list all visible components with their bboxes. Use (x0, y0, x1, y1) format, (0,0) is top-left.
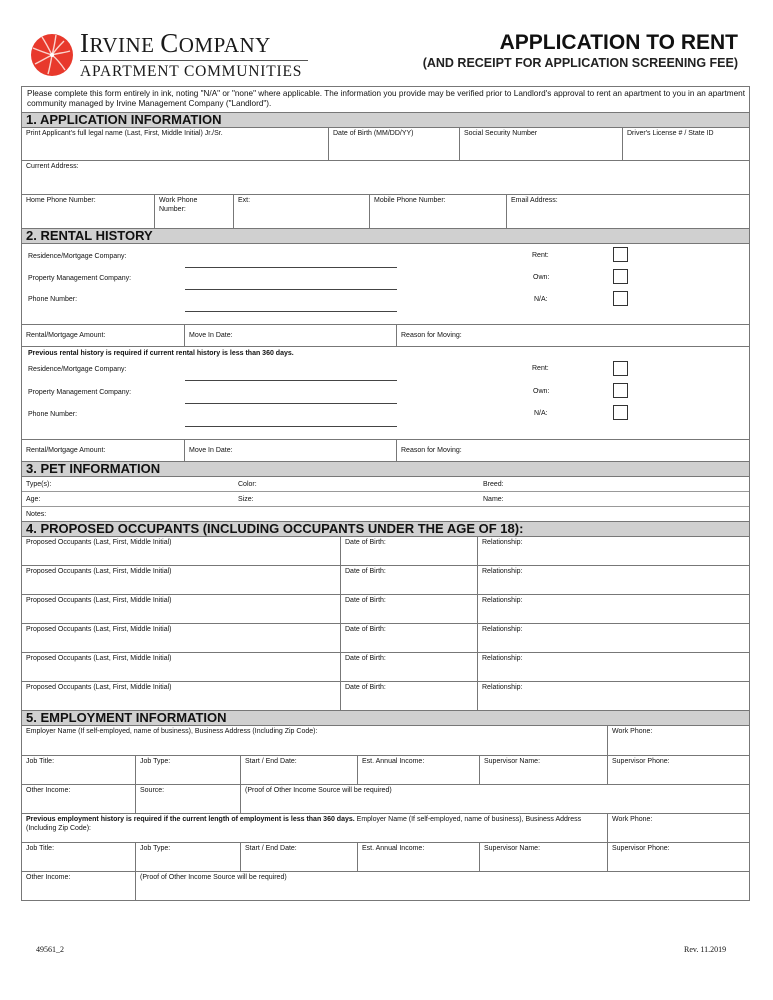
job-title-field[interactable]: Job Title: (22, 756, 136, 784)
section-application-information: 1. APPLICATION INFORMATION (22, 113, 749, 128)
occupant-row (22, 537, 749, 566)
supervisor-phone-field[interactable]: Supervisor Phone: (612, 758, 670, 765)
prev-phone-input[interactable] (185, 426, 397, 427)
sunburst-logo-icon (30, 33, 74, 77)
rent-checkbox[interactable] (613, 247, 628, 262)
pm-company-label: Property Management Company: (28, 275, 132, 282)
prev-proof-note[interactable]: (Proof of Other Income Source will be required) (140, 874, 287, 881)
section-proposed-occupants: 4. PROPOSED OCCUPANTS (INCLUDING OCCUPANTS UNDER THE AGE OF 18): (22, 522, 749, 537)
start-end-date-field[interactable]: Start / End Date: (241, 756, 358, 784)
pet-type-field[interactable]: Type(s): (26, 481, 52, 488)
prev-job-type-field[interactable]: Job Type: (136, 843, 241, 871)
other-income-row (22, 785, 749, 814)
prev-residence-input[interactable] (185, 380, 397, 381)
occupant-relationship-field[interactable]: Relationship: (482, 539, 523, 546)
pet-color-field[interactable]: Color: (238, 481, 257, 488)
prev-annual-income-field[interactable]: Est. Annual Income: (358, 843, 480, 871)
occupant-dob-field[interactable]: Date of Birth: (341, 682, 478, 710)
prev-own-label: Own: (533, 388, 550, 395)
annual-income-field[interactable]: Est. Annual Income: (358, 756, 480, 784)
na-checkbox[interactable] (613, 291, 628, 306)
ssn-field[interactable]: Social Security Number (460, 128, 623, 160)
own-checkbox[interactable] (613, 269, 628, 284)
current-rental-block (22, 244, 749, 325)
pet-age-field[interactable]: Age: (26, 496, 41, 503)
prev-employer-row (22, 814, 749, 843)
prev-na-label: N/A: (534, 410, 548, 417)
prev-rental-amount-row (22, 440, 749, 462)
rental-amount-field[interactable]: Rental/Mortgage Amount: (22, 325, 185, 346)
reason-for-moving-field[interactable]: Reason for Moving: (401, 332, 462, 339)
section-employment-information: 5. EMPLOYMENT INFORMATION (22, 711, 749, 726)
prev-supervisor-name-field[interactable]: Supervisor Name: (480, 843, 608, 871)
other-income-field[interactable]: Other Income: (22, 785, 136, 813)
occupant-row (22, 682, 749, 711)
prev-work-phone-field[interactable]: Work Phone: (612, 816, 653, 823)
occupant-relationship-field[interactable]: Relationship: (482, 655, 523, 662)
form-id: 49561_2 (36, 945, 64, 954)
phone-row (22, 195, 749, 229)
prev-pm-company-label: Property Management Company: (28, 389, 132, 396)
brand-divider (80, 60, 308, 61)
occupant-relationship-field[interactable]: Relationship: (482, 597, 523, 604)
occupant-name-field[interactable]: Proposed Occupants (Last, First, Middle Initial) (22, 566, 341, 594)
supervisor-name-field[interactable]: Supervisor Name: (480, 756, 608, 784)
home-phone-field[interactable]: Home Phone Number: (22, 195, 155, 228)
pet-notes-field[interactable]: Notes: (26, 511, 47, 518)
brand-tagline: APARTMENT COMMUNITIES (80, 63, 303, 80)
occupant-dob-field[interactable]: Date of Birth: (341, 566, 478, 594)
prev-move-in-date-field[interactable]: Move In Date: (185, 440, 397, 461)
previous-rental-note: Previous rental history is required if current rental history is less than 360 days. (28, 350, 294, 357)
section-rental-history: 2. RENTAL HISTORY (22, 229, 749, 244)
occupant-name-field[interactable]: Proposed Occupants (Last, First, Middle Initial) (22, 653, 341, 681)
job-type-field[interactable]: Job Type: (136, 756, 241, 784)
occupant-dob-field[interactable]: Date of Birth: (341, 624, 478, 652)
occupant-row (22, 624, 749, 653)
employer-field[interactable]: Employer Name (If self-employed, name of business), Business Address (Including Zip Code): (22, 726, 608, 755)
occupant-name-field[interactable]: Proposed Occupants (Last, First, Middle Initial) (22, 595, 341, 623)
income-source-field[interactable]: Source: (136, 785, 241, 813)
occupant-relationship-field[interactable]: Relationship: (482, 684, 523, 691)
applicant-row (22, 128, 749, 161)
occupants-table (22, 537, 749, 711)
drivers-license-field[interactable]: Driver's License # / State ID (627, 130, 714, 137)
na-label: N/A: (534, 296, 548, 303)
job-row (22, 756, 749, 785)
work-phone-field[interactable]: Work Phone Number: (155, 195, 234, 228)
pet-row-1 (22, 477, 749, 492)
prev-employer-field[interactable]: Previous employment history is required if the current length of employment is less than 360 days. Employer Name (If self-employed, name of business), Business Address (Including Zip Code): (22, 814, 608, 842)
current-address-field[interactable]: Current Address: (26, 163, 79, 170)
prev-rent-label: Rent: (532, 365, 549, 372)
occupant-name-field[interactable]: Proposed Occupants (Last, First, Middle Initial) (22, 624, 341, 652)
occupant-relationship-field[interactable]: Relationship: (482, 568, 523, 575)
pet-size-field[interactable]: Size: (238, 496, 254, 503)
page-subtitle: (AND RECEIPT FOR APPLICATION SCREENING FEE) (422, 56, 738, 70)
proof-note[interactable]: (Proof of Other Income Source will be required) (245, 787, 392, 794)
phone-input[interactable] (185, 311, 397, 312)
occupant-name-field[interactable]: Proposed Occupants (Last, First, Middle Initial) (22, 682, 341, 710)
rental-amount-row (22, 325, 749, 347)
prev-na-checkbox[interactable] (613, 405, 628, 420)
full-name-field[interactable]: Print Applicant's full legal name (Last, First, Middle Initial) Jr./Sr. (22, 128, 329, 160)
work-phone-field-emp[interactable]: Work Phone: (612, 728, 653, 735)
prev-reason-for-moving-field[interactable]: Reason for Moving: (401, 447, 462, 454)
section-pet-information: 3. PET INFORMATION (22, 462, 749, 477)
pet-breed-field[interactable]: Breed: (483, 481, 504, 488)
revision-date: Rev. 11.2019 (684, 945, 727, 954)
email-field[interactable]: Email Address: (511, 197, 558, 204)
occupant-row (22, 653, 749, 682)
prev-start-end-date-field[interactable]: Start / End Date: (241, 843, 358, 871)
occupant-relationship-field[interactable]: Relationship: (482, 626, 523, 633)
occupant-dob-field[interactable]: Date of Birth: (341, 537, 478, 565)
occupant-dob-field[interactable]: Date of Birth: (341, 653, 478, 681)
prev-job-row (22, 843, 749, 872)
ext-field[interactable]: Ext: (234, 195, 370, 228)
prev-own-checkbox[interactable] (613, 383, 628, 398)
pet-row-3 (22, 507, 749, 522)
prev-residence-label: Residence/Mortgage Company: (28, 366, 127, 373)
intro-text: Please complete this form entirely in ink, noting "N/A" or "none" where applicable. The information you provide may be verified prior to Landlord's approval to rent an apartment to you in an apartment community managed by Irvine Management Company ("Landlord"). (22, 87, 749, 113)
prev-phone-label: Phone Number: (28, 411, 78, 418)
prev-other-income-field[interactable]: Other Income: (22, 872, 136, 900)
residence-input[interactable] (185, 267, 397, 268)
address-row (22, 161, 749, 195)
mobile-phone-field[interactable]: Mobile Phone Number: (370, 195, 507, 228)
pm-company-input[interactable] (185, 289, 397, 290)
dob-field[interactable]: Date of Birth (MM/DD/YY) (329, 128, 460, 160)
application-form (21, 86, 750, 901)
employer-row (22, 726, 749, 756)
move-in-date-field[interactable]: Move In Date: (185, 325, 397, 346)
prev-other-income-row (22, 872, 749, 900)
own-label: Own: (533, 274, 550, 281)
page-title: APPLICATION TO RENT (499, 31, 738, 54)
occupant-dob-field[interactable]: Date of Birth: (341, 595, 478, 623)
pet-name-field[interactable]: Name: (483, 496, 504, 503)
occupant-row (22, 595, 749, 624)
prev-rent-checkbox[interactable] (613, 361, 628, 376)
brand-name: IRVINE COMPANY (80, 28, 271, 58)
residence-label: Residence/Mortgage Company: (28, 253, 127, 260)
phone-label: Phone Number: (28, 296, 78, 303)
prev-rental-amount-field[interactable]: Rental/Mortgage Amount: (22, 440, 185, 461)
pet-row-2 (22, 492, 749, 507)
rent-label: Rent: (532, 252, 549, 259)
occupant-name-field[interactable]: Proposed Occupants (Last, First, Middle Initial) (22, 537, 341, 565)
previous-rental-block (22, 347, 749, 440)
prev-supervisor-phone-field[interactable]: Supervisor Phone: (612, 845, 670, 852)
prev-pm-company-input[interactable] (185, 403, 397, 404)
prev-job-title-field[interactable]: Job Title: (22, 843, 136, 871)
occupant-row (22, 566, 749, 595)
